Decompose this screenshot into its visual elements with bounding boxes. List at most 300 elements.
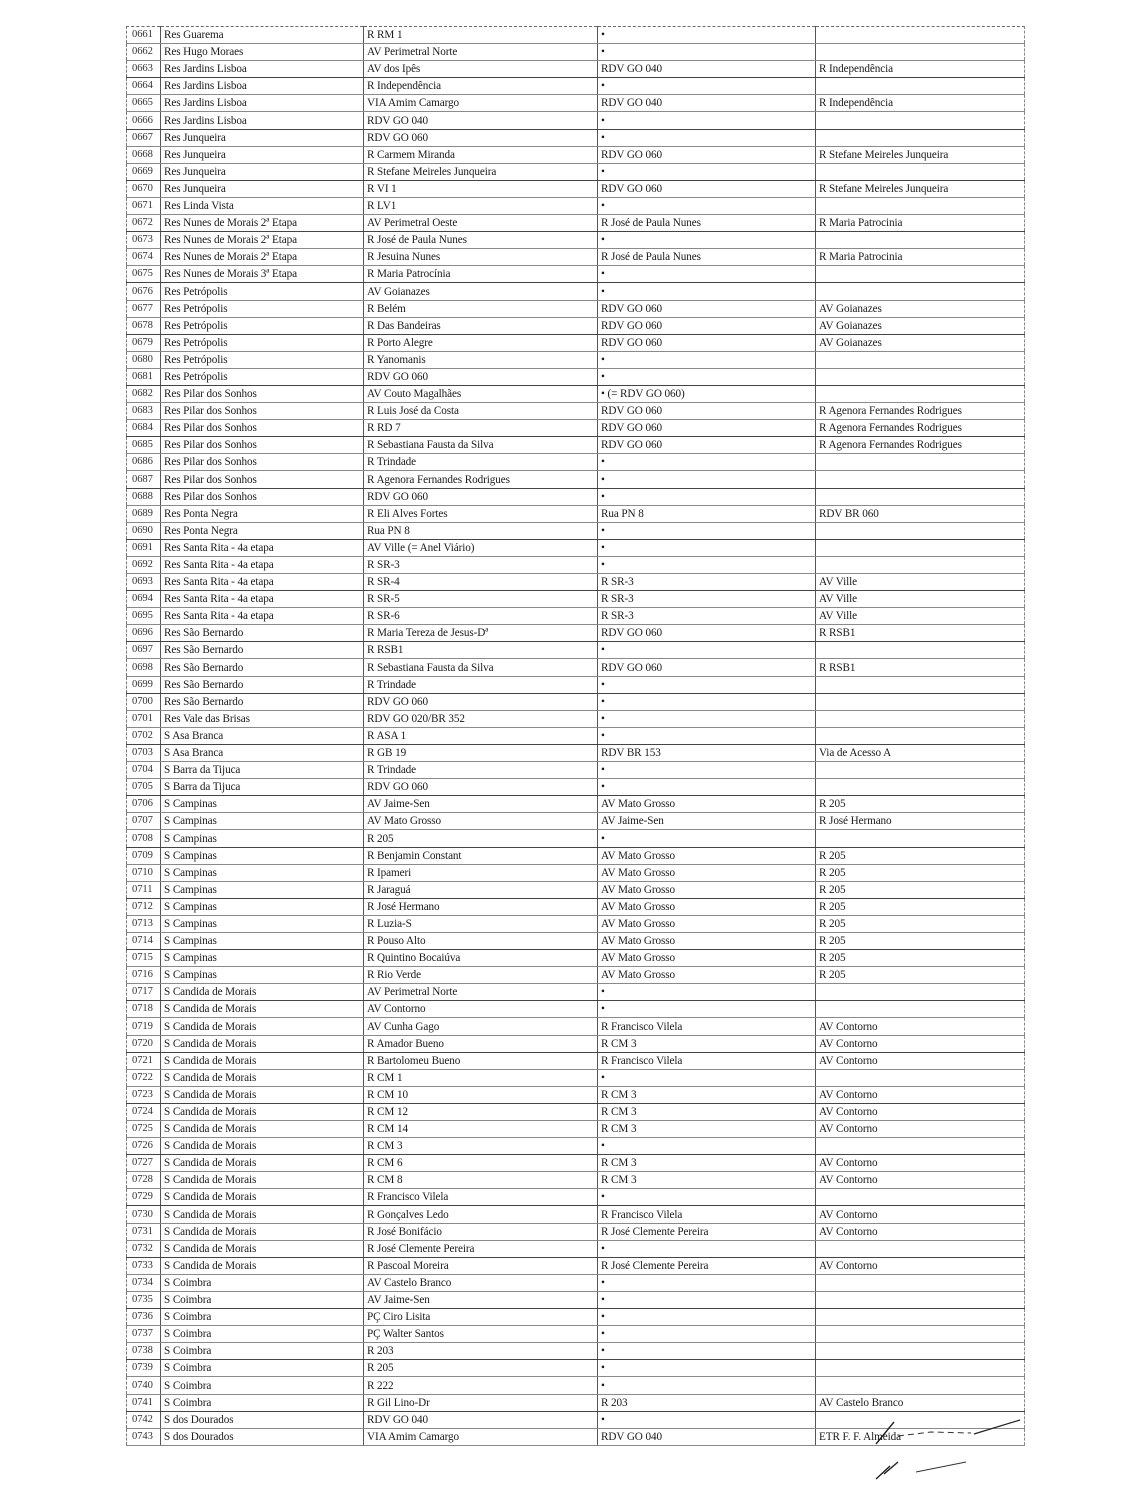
table-row xyxy=(127,351,1025,368)
table-body xyxy=(127,27,1025,1446)
table-row xyxy=(127,1257,1025,1274)
table-row xyxy=(127,454,1025,471)
trecho-fim-cell: R 205 xyxy=(816,967,1025,984)
trecho-fim-cell: RDV BR 060 xyxy=(816,505,1025,522)
table-row xyxy=(127,847,1025,864)
trecho-inicio-cell: • xyxy=(598,129,816,146)
table-row xyxy=(127,1411,1025,1428)
bairro-cell: Res Junqueira xyxy=(161,146,364,163)
logradouro-cell: R 205 xyxy=(364,830,598,847)
logradouro-cell: AV dos Ipês xyxy=(364,61,598,78)
logradouro-cell: R SR-4 xyxy=(364,574,598,591)
code-cell: 0671 xyxy=(127,197,161,214)
trecho-fim-cell xyxy=(816,351,1025,368)
logradouro-cell: R SR-3 xyxy=(364,556,598,573)
trecho-inicio-cell: • xyxy=(598,1309,816,1326)
logradouro-cell: R Rio Verde xyxy=(364,967,598,984)
code-cell: 0676 xyxy=(127,283,161,300)
trecho-inicio-cell: AV Mato Grosso xyxy=(598,796,816,813)
code-cell: 0664 xyxy=(127,78,161,95)
bairro-cell: Res Linda Vista xyxy=(161,197,364,214)
logradouro-cell: RDV GO 040 xyxy=(364,1411,598,1428)
bairro-cell: S Candida de Morais xyxy=(161,1103,364,1120)
scanned-page xyxy=(126,26,1024,1446)
trecho-fim-cell: R Stefane Meireles Junqueira xyxy=(816,146,1025,163)
logradouro-cell: R Luis José da Costa xyxy=(364,403,598,420)
bairro-cell: S Coimbra xyxy=(161,1360,364,1377)
trecho-inicio-cell: • xyxy=(598,112,816,129)
logradouro-cell: R Bartolomeu Bueno xyxy=(364,1052,598,1069)
logradouro-cell: AV Jaime-Sen xyxy=(364,1291,598,1308)
bairro-cell: Res Nunes de Morais 3ª Etapa xyxy=(161,266,364,283)
bairro-cell: Res Santa Rita - 4a etapa xyxy=(161,556,364,573)
bairro-cell: S Coimbra xyxy=(161,1326,364,1343)
code-cell: 0661 xyxy=(127,27,161,44)
logradouro-cell: R SR-5 xyxy=(364,591,598,608)
trecho-inicio-cell: AV Mato Grosso xyxy=(598,898,816,915)
logradouro-cell: R José Hermano xyxy=(364,898,598,915)
logradouro-cell: R Sebastiana Fausta da Silva xyxy=(364,437,598,454)
logradouro-cell: R Stefane Meireles Junqueira xyxy=(364,163,598,180)
table-row xyxy=(127,1052,1025,1069)
table-row xyxy=(127,1035,1025,1052)
table-row xyxy=(127,1206,1025,1223)
code-cell: 0696 xyxy=(127,625,161,642)
code-cell: 0704 xyxy=(127,762,161,779)
pen-stroke xyxy=(876,1462,898,1479)
code-cell: 0733 xyxy=(127,1257,161,1274)
trecho-fim-cell xyxy=(816,984,1025,1001)
trecho-inicio-cell: RDV GO 060 xyxy=(598,180,816,197)
table-row xyxy=(127,27,1025,44)
code-cell: 0743 xyxy=(127,1428,161,1445)
bairro-cell: S Campinas xyxy=(161,881,364,898)
trecho-inicio-cell: • xyxy=(598,163,816,180)
code-cell: 0717 xyxy=(127,984,161,1001)
trecho-fim-cell: R Agenora Fernandes Rodrigues xyxy=(816,403,1025,420)
bairro-cell: Res Jardins Lisboa xyxy=(161,78,364,95)
code-cell: 0674 xyxy=(127,249,161,266)
trecho-fim-cell xyxy=(816,129,1025,146)
logradouro-cell: R Quintino Bocaiúva xyxy=(364,950,598,967)
trecho-fim-cell: AV Contorno xyxy=(816,1086,1025,1103)
bairro-cell: Res Petrópolis xyxy=(161,317,364,334)
logradouro-cell: R Benjamin Constant xyxy=(364,847,598,864)
logradouro-cell: R Trindade xyxy=(364,762,598,779)
trecho-inicio-cell: RDV GO 060 xyxy=(598,146,816,163)
bairro-cell: S Coimbra xyxy=(161,1309,364,1326)
trecho-fim-cell: R 205 xyxy=(816,864,1025,881)
trecho-inicio-cell: • xyxy=(598,471,816,488)
bairro-cell: S Candida de Morais xyxy=(161,1069,364,1086)
table-row xyxy=(127,403,1025,420)
logradouro-cell: RDV GO 060 xyxy=(364,129,598,146)
trecho-fim-cell: AV Contorno xyxy=(816,1223,1025,1240)
table-row xyxy=(127,95,1025,112)
trecho-fim-cell: R 205 xyxy=(816,932,1025,949)
table-row xyxy=(127,1377,1025,1394)
trecho-fim-cell xyxy=(816,1138,1025,1155)
trecho-inicio-cell: R Francisco Vilela xyxy=(598,1018,816,1035)
table-row xyxy=(127,710,1025,727)
trecho-inicio-cell: AV Mato Grosso xyxy=(598,915,816,932)
bairro-cell: Res Petrópolis xyxy=(161,334,364,351)
code-cell: 0698 xyxy=(127,659,161,676)
logradouro-cell: R LV1 xyxy=(364,197,598,214)
logradouro-cell: R ASA 1 xyxy=(364,727,598,744)
table-row xyxy=(127,898,1025,915)
trecho-fim-cell: AV Contorno xyxy=(816,1206,1025,1223)
table-row xyxy=(127,1274,1025,1291)
trecho-inicio-cell: • xyxy=(598,710,816,727)
trecho-inicio-cell: • xyxy=(598,266,816,283)
trecho-inicio-cell: R José Clemente Pereira xyxy=(598,1223,816,1240)
bairro-cell: S Candida de Morais xyxy=(161,1086,364,1103)
trecho-inicio-cell: • xyxy=(598,27,816,44)
bairro-cell: S Candida de Morais xyxy=(161,1240,364,1257)
logradouro-cell: RDV GO 060 xyxy=(364,693,598,710)
table-row xyxy=(127,249,1025,266)
logradouro-cell: R Jesuina Nunes xyxy=(364,249,598,266)
trecho-fim-cell: AV Castelo Branco xyxy=(816,1394,1025,1411)
table-row xyxy=(127,283,1025,300)
bairro-cell: S Candida de Morais xyxy=(161,1138,364,1155)
logradouro-cell: R Gonçalves Ledo xyxy=(364,1206,598,1223)
table-row xyxy=(127,608,1025,625)
code-cell: 0701 xyxy=(127,710,161,727)
trecho-inicio-cell: • xyxy=(598,693,816,710)
logradouro-cell: R RD 7 xyxy=(364,420,598,437)
trecho-fim-cell xyxy=(816,556,1025,573)
bairro-cell: S Candida de Morais xyxy=(161,1035,364,1052)
bairro-cell: Res Petrópolis xyxy=(161,351,364,368)
code-cell: 0663 xyxy=(127,61,161,78)
table-row xyxy=(127,1069,1025,1086)
trecho-fim-cell: R RSB1 xyxy=(816,625,1025,642)
code-cell: 0732 xyxy=(127,1240,161,1257)
trecho-fim-cell: AV Contorno xyxy=(816,1257,1025,1274)
code-cell: 0721 xyxy=(127,1052,161,1069)
table-row xyxy=(127,522,1025,539)
trecho-fim-cell: R 205 xyxy=(816,796,1025,813)
code-cell: 0666 xyxy=(127,112,161,129)
trecho-inicio-cell: • xyxy=(598,351,816,368)
code-cell: 0685 xyxy=(127,437,161,454)
table-row xyxy=(127,642,1025,659)
trecho-inicio-cell: • xyxy=(598,1411,816,1428)
trecho-inicio-cell: • xyxy=(598,642,816,659)
logradouro-cell: RDV GO 060 xyxy=(364,488,598,505)
table-row xyxy=(127,1291,1025,1308)
logradouro-cell: R Jaraguá xyxy=(364,881,598,898)
trecho-fim-cell: AV Goianazes xyxy=(816,334,1025,351)
trecho-inicio-cell: • xyxy=(598,368,816,385)
bairro-cell: Res Santa Rita - 4a etapa xyxy=(161,539,364,556)
code-cell: 0699 xyxy=(127,676,161,693)
code-cell: 0718 xyxy=(127,1001,161,1018)
bairro-cell: S Candida de Morais xyxy=(161,1172,364,1189)
trecho-inicio-cell: Rua PN 8 xyxy=(598,505,816,522)
logradouro-cell: R Porto Alegre xyxy=(364,334,598,351)
code-cell: 0706 xyxy=(127,796,161,813)
trecho-fim-cell xyxy=(816,488,1025,505)
logradouro-cell: Rua PN 8 xyxy=(364,522,598,539)
table-row xyxy=(127,830,1025,847)
logradouro-cell: R RSB1 xyxy=(364,642,598,659)
bairro-cell: Res Santa Rita - 4a etapa xyxy=(161,574,364,591)
bairro-cell: Res Pilar dos Sonhos xyxy=(161,420,364,437)
code-cell: 0697 xyxy=(127,642,161,659)
table-row xyxy=(127,368,1025,385)
code-cell: 0693 xyxy=(127,574,161,591)
bairro-cell: S Campinas xyxy=(161,830,364,847)
trecho-inicio-cell: RDV GO 060 xyxy=(598,659,816,676)
logradouro-cell: PÇ Walter Santos xyxy=(364,1326,598,1343)
trecho-inicio-cell: • xyxy=(598,984,816,1001)
table-row xyxy=(127,625,1025,642)
trecho-fim-cell xyxy=(816,112,1025,129)
logradouro-cell: R CM 3 xyxy=(364,1138,598,1155)
trecho-fim-cell: AV Contorno xyxy=(816,1035,1025,1052)
bairro-cell: Res São Bernardo xyxy=(161,693,364,710)
table-row xyxy=(127,266,1025,283)
trecho-fim-cell xyxy=(816,385,1025,402)
trecho-inicio-cell: RDV GO 060 xyxy=(598,420,816,437)
bairro-cell: Res Pilar dos Sonhos xyxy=(161,488,364,505)
code-cell: 0730 xyxy=(127,1206,161,1223)
trecho-inicio-cell: RDV GO 060 xyxy=(598,403,816,420)
table-row xyxy=(127,146,1025,163)
trecho-inicio-cell: • xyxy=(598,1189,816,1206)
trecho-inicio-cell: • xyxy=(598,539,816,556)
trecho-inicio-cell: • xyxy=(598,1069,816,1086)
trecho-fim-cell xyxy=(816,693,1025,710)
bairro-cell: Res São Bernardo xyxy=(161,659,364,676)
trecho-inicio-cell: R José de Paula Nunes xyxy=(598,215,816,232)
table-row xyxy=(127,1189,1025,1206)
trecho-inicio-cell: • xyxy=(598,1377,816,1394)
table-row xyxy=(127,556,1025,573)
trecho-fim-cell: R Maria Patrocinia xyxy=(816,215,1025,232)
code-cell: 0694 xyxy=(127,591,161,608)
table-row xyxy=(127,1086,1025,1103)
logradouro-cell: R José Clemente Pereira xyxy=(364,1240,598,1257)
table-row xyxy=(127,61,1025,78)
trecho-fim-cell: AV Goianazes xyxy=(816,300,1025,317)
trecho-inicio-cell: • xyxy=(598,830,816,847)
bairro-cell: S Campinas xyxy=(161,813,364,830)
trecho-fim-cell: AV Contorno xyxy=(816,1018,1025,1035)
table-row xyxy=(127,437,1025,454)
trecho-inicio-cell: • xyxy=(598,283,816,300)
trecho-fim-cell xyxy=(816,762,1025,779)
trecho-inicio-cell: • xyxy=(598,1001,816,1018)
bairro-cell: S Barra da Tijuca xyxy=(161,779,364,796)
bairro-cell: S Campinas xyxy=(161,796,364,813)
code-cell: 0720 xyxy=(127,1035,161,1052)
code-cell: 0726 xyxy=(127,1138,161,1155)
table-row xyxy=(127,44,1025,61)
trecho-fim-cell xyxy=(816,163,1025,180)
logradouro-cell: R Ipameri xyxy=(364,864,598,881)
bairro-cell: S Candida de Morais xyxy=(161,984,364,1001)
trecho-inicio-cell: R Francisco Vilela xyxy=(598,1206,816,1223)
table-row xyxy=(127,1240,1025,1257)
table-row xyxy=(127,215,1025,232)
trecho-inicio-cell: RDV GO 060 xyxy=(598,334,816,351)
bairro-cell: Res Junqueira xyxy=(161,129,364,146)
logradouro-cell: R Yanomanis xyxy=(364,351,598,368)
code-cell: 0682 xyxy=(127,385,161,402)
bairro-cell: S dos Dourados xyxy=(161,1428,364,1445)
table-row xyxy=(127,539,1025,556)
bairro-cell: Res Jardins Lisboa xyxy=(161,112,364,129)
logradouro-cell: RDV GO 020/BR 352 xyxy=(364,710,598,727)
code-cell: 0715 xyxy=(127,950,161,967)
bairro-cell: Res Guarema xyxy=(161,27,364,44)
trecho-inicio-cell: AV Mato Grosso xyxy=(598,950,816,967)
table-row xyxy=(127,163,1025,180)
trecho-inicio-cell: • xyxy=(598,1360,816,1377)
logradouro-cell: R José Bonifácio xyxy=(364,1223,598,1240)
code-cell: 0670 xyxy=(127,180,161,197)
trecho-inicio-cell: • xyxy=(598,1291,816,1308)
trecho-inicio-cell: • xyxy=(598,1138,816,1155)
table-row xyxy=(127,932,1025,949)
code-cell: 0677 xyxy=(127,300,161,317)
table-row xyxy=(127,1121,1025,1138)
code-cell: 0725 xyxy=(127,1121,161,1138)
bairro-cell: S Campinas xyxy=(161,967,364,984)
table-row xyxy=(127,574,1025,591)
code-cell: 0724 xyxy=(127,1103,161,1120)
table-row xyxy=(127,864,1025,881)
trecho-fim-cell: R Agenora Fernandes Rodrigues xyxy=(816,437,1025,454)
logradouro-cell: R Trindade xyxy=(364,454,598,471)
trecho-inicio-cell: • xyxy=(598,78,816,95)
bairro-cell: Res Santa Rita - 4a etapa xyxy=(161,608,364,625)
trecho-fim-cell: AV Goianazes xyxy=(816,317,1025,334)
bairro-cell: S Coimbra xyxy=(161,1377,364,1394)
table-row xyxy=(127,112,1025,129)
code-cell: 0695 xyxy=(127,608,161,625)
table-row xyxy=(127,762,1025,779)
table-row xyxy=(127,505,1025,522)
trecho-fim-cell xyxy=(816,1001,1025,1018)
bairro-cell: S Campinas xyxy=(161,898,364,915)
code-cell: 0741 xyxy=(127,1394,161,1411)
trecho-fim-cell: AV Contorno xyxy=(816,1172,1025,1189)
trecho-inicio-cell: RDV GO 060 xyxy=(598,625,816,642)
logradouro-cell: R CM 6 xyxy=(364,1155,598,1172)
table-row xyxy=(127,1223,1025,1240)
code-cell: 0688 xyxy=(127,488,161,505)
code-cell: 0709 xyxy=(127,847,161,864)
logradouro-cell: R Maria Tereza de Jesus-Dª xyxy=(364,625,598,642)
table-row xyxy=(127,1343,1025,1360)
code-cell: 0719 xyxy=(127,1018,161,1035)
street-segments-table xyxy=(126,26,1025,1446)
trecho-fim-cell: R Independência xyxy=(816,61,1025,78)
logradouro-cell: R Eli Alves Fortes xyxy=(364,505,598,522)
trecho-inicio-cell: R José de Paula Nunes xyxy=(598,249,816,266)
table-row xyxy=(127,1428,1025,1445)
trecho-inicio-cell: R CM 3 xyxy=(598,1121,816,1138)
trecho-fim-cell: AV Ville xyxy=(816,591,1025,608)
table-row xyxy=(127,197,1025,214)
logradouro-cell: AV Jaime-Sen xyxy=(364,796,598,813)
bairro-cell: S Asa Branca xyxy=(161,744,364,761)
trecho-inicio-cell: • xyxy=(598,762,816,779)
bairro-cell: S Coimbra xyxy=(161,1274,364,1291)
trecho-fim-cell: R 205 xyxy=(816,881,1025,898)
bairro-cell: S Candida de Morais xyxy=(161,1257,364,1274)
code-cell: 0668 xyxy=(127,146,161,163)
code-cell: 0702 xyxy=(127,727,161,744)
bairro-cell: Res Ponta Negra xyxy=(161,505,364,522)
bairro-cell: Res Santa Rita - 4a etapa xyxy=(161,591,364,608)
logradouro-cell: R Pascoal Moreira xyxy=(364,1257,598,1274)
bairro-cell: Res Junqueira xyxy=(161,163,364,180)
table-row xyxy=(127,129,1025,146)
code-cell: 0714 xyxy=(127,932,161,949)
bairro-cell: Res Pilar dos Sonhos xyxy=(161,471,364,488)
bairro-cell: Res São Bernardo xyxy=(161,642,364,659)
code-cell: 0690 xyxy=(127,522,161,539)
trecho-fim-cell xyxy=(816,1309,1025,1326)
trecho-fim-cell xyxy=(816,27,1025,44)
trecho-fim-cell xyxy=(816,454,1025,471)
table-row xyxy=(127,591,1025,608)
bairro-cell: Res Ponta Negra xyxy=(161,522,364,539)
code-cell: 0712 xyxy=(127,898,161,915)
bairro-cell: S Candida de Morais xyxy=(161,1189,364,1206)
trecho-fim-cell xyxy=(816,197,1025,214)
table-row xyxy=(127,915,1025,932)
trecho-fim-cell: AV Ville xyxy=(816,608,1025,625)
trecho-inicio-cell: • xyxy=(598,1343,816,1360)
bairro-cell: Res Petrópolis xyxy=(161,283,364,300)
code-cell: 0675 xyxy=(127,266,161,283)
code-cell: 0739 xyxy=(127,1360,161,1377)
trecho-inicio-cell: • xyxy=(598,197,816,214)
bairro-cell: S Campinas xyxy=(161,847,364,864)
table-row xyxy=(127,727,1025,744)
logradouro-cell: R 203 xyxy=(364,1343,598,1360)
bairro-cell: Res Vale das Brisas xyxy=(161,710,364,727)
logradouro-cell: RDV GO 060 xyxy=(364,368,598,385)
bairro-cell: S Candida de Morais xyxy=(161,1155,364,1172)
trecho-inicio-cell: RDV GO 060 xyxy=(598,317,816,334)
trecho-inicio-cell: AV Mato Grosso xyxy=(598,864,816,881)
logradouro-cell: R Agenora Fernandes Rodrigues xyxy=(364,471,598,488)
bairro-cell: Res Nunes de Morais 2ª Etapa xyxy=(161,232,364,249)
code-cell: 0737 xyxy=(127,1326,161,1343)
code-cell: 0710 xyxy=(127,864,161,881)
logradouro-cell: R Maria Patrocínia xyxy=(364,266,598,283)
table-row xyxy=(127,1172,1025,1189)
bairro-cell: S Candida de Morais xyxy=(161,1206,364,1223)
code-cell: 0735 xyxy=(127,1291,161,1308)
code-cell: 0713 xyxy=(127,915,161,932)
table-row xyxy=(127,385,1025,402)
logradouro-cell: R CM 14 xyxy=(364,1121,598,1138)
trecho-inicio-cell: • xyxy=(598,522,816,539)
trecho-fim-cell xyxy=(816,1326,1025,1343)
logradouro-cell: AV Ville (= Anel Viário) xyxy=(364,539,598,556)
trecho-inicio-cell: • xyxy=(598,454,816,471)
table-row xyxy=(127,232,1025,249)
